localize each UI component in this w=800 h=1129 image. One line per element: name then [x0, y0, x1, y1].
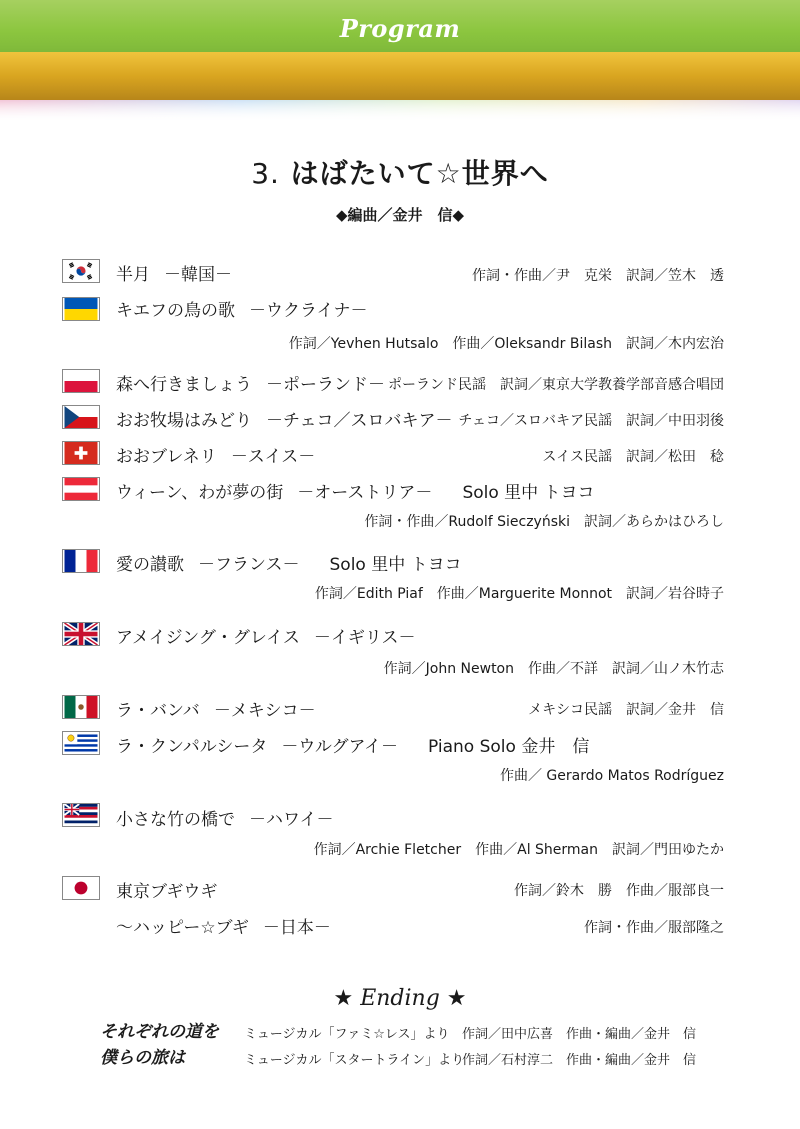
song-title: 小さな竹の橋で －ハワイ－ [116, 810, 334, 830]
song-credit: スイス民謡 訳詞／松田 稔 [542, 449, 724, 465]
section-title [0, 152, 800, 192]
soloist: Piano Solo 金井 信 [428, 737, 590, 757]
uk-flag [62, 622, 100, 646]
song-credit: 作詞／鈴木 勝 作曲／服部良一 [514, 883, 724, 899]
song-title: 東京ブギウギ [116, 882, 218, 902]
song-title: ラ・クンパルシータ －ウルグアイ－ Piano Solo 金井 信 [116, 737, 590, 757]
song-credit: 作詞・作曲／服部隆之 [584, 920, 724, 936]
ending-song-credit: 作詞／田中広喜 作曲・編曲／金井 信 [461, 1027, 696, 1042]
song-title: 愛の讃歌 －フランス－ Solo 里中 トヨコ [116, 555, 462, 575]
song-credit: 作詞・作曲／Rudolf Sieczyński 訳詞／あらかはひろし [364, 514, 724, 530]
ending-song-source: ミュージカル「スタートライン」より [244, 1053, 465, 1068]
ending-song-credit: 作詞／石村淳二 作曲・編曲／金井 信 [461, 1053, 696, 1068]
song-credit: 作詞／John Newton 作曲／不詳 訳詞／山ノ木竹志 [383, 661, 724, 677]
song-credit: チェコ／スロバキア民謡 訳詞／中田羽後 [458, 413, 724, 429]
song-title: ウィーン、わが夢の街 －オーストリア－ Solo 里中 トヨコ [116, 483, 595, 503]
japan-flag [62, 876, 100, 900]
song-credit: メキシコ民謡 訳詞／金井 信 [528, 702, 724, 718]
song-title: キエフの鳥の歌 －ウクライナ－ [116, 301, 368, 321]
ending-song-title: 僕らの旅は [100, 1048, 185, 1068]
ending-song-source: ミュージカル「ファミ☆レス」より [244, 1027, 450, 1042]
czech-flag [62, 405, 100, 429]
uruguay-flag [62, 731, 100, 755]
france-flag [62, 549, 100, 573]
song-title: 森へ行きましょう －ポーランド－ [116, 375, 385, 395]
song-credit: 作詞／Edith Piaf 作曲／Marguerite Monnot 訳詞／岩谷時子 [314, 586, 724, 602]
mexico-flag [62, 695, 100, 719]
south-korea-flag [62, 259, 100, 283]
austria-flag [62, 477, 100, 501]
star-icon: ★ [333, 986, 354, 1011]
hawaii-flag [62, 803, 100, 827]
header-gold-band [0, 52, 800, 100]
star-icon: ★ [446, 986, 467, 1011]
song-title: 半月 －韓国－ [116, 265, 232, 285]
ending-song-title: それぞれの道を [100, 1022, 219, 1042]
ending-title: ★ Ending ★ [333, 986, 467, 1011]
soloist: Solo 里中 トヨコ [329, 555, 462, 575]
header-title: Program [339, 14, 461, 43]
arranger-credit: ◆編曲／金井 信◆ [335, 206, 465, 224]
section-number: 3. [251, 157, 280, 190]
ukraine-flag [62, 297, 100, 321]
song-credit: 作詞／Yevhen Hutsalo 作曲／Oleksandr Bilash 訳詞／木内宏治 [288, 336, 724, 352]
song-credit: 作曲／ Gerardo Matos Rodríguez [499, 768, 724, 784]
soloist: Solo 里中 トヨコ [462, 483, 595, 503]
song-credit: ポーランド民謡 訳詞／東京大学教養学部音感合唱団 [388, 377, 724, 393]
switzerland-flag [62, 441, 100, 465]
song-title: おお牧場はみどり －チェコ／スロバキア－ [116, 411, 453, 431]
song-credit: 作詞・作曲／尹 克栄 訳詞／笠木 透 [472, 268, 724, 284]
song-credit: 作詞／Archie Fletcher 作曲／Al Sherman 訳詞／門田ゆたか [313, 842, 724, 858]
poland-flag [62, 369, 100, 393]
song-subtitle: ～ハッピー☆ブギ －日本－ [116, 918, 331, 938]
section-title-text: はばたいて☆世界へ [290, 157, 549, 190]
song-title: おおブレネリ －スイス－ [116, 447, 316, 467]
song-title: アメイジング・グレイス －イギリス－ [116, 628, 416, 648]
song-title: ラ・バンバ －メキシコ－ [116, 701, 316, 721]
